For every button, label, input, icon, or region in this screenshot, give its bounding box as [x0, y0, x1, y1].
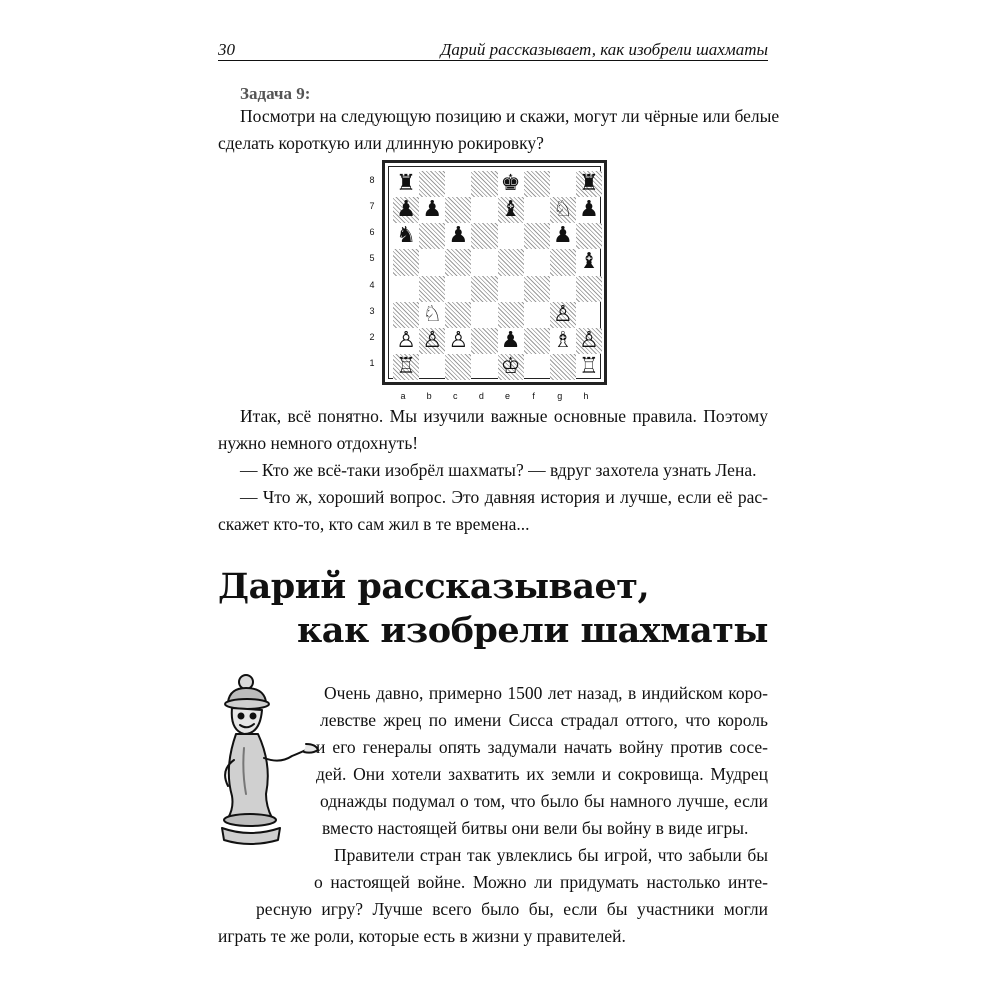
black-pawn-icon: ♟	[500, 327, 521, 353]
square-d4	[471, 276, 497, 302]
square-a3	[393, 302, 419, 328]
square-c8	[445, 171, 471, 197]
square-c7	[445, 197, 471, 223]
square-f7	[524, 197, 550, 223]
square-a8	[393, 171, 419, 197]
square-f8	[524, 171, 550, 197]
rank-label: 8	[369, 175, 375, 186]
square-d7	[471, 197, 497, 223]
white-bishop-icon: ♗	[552, 327, 573, 353]
square-h7	[576, 197, 602, 223]
square-b6	[419, 223, 445, 249]
square-b1	[419, 354, 445, 380]
square-d3	[471, 302, 497, 328]
square-a1	[393, 354, 419, 380]
square-a4	[393, 276, 419, 302]
square-a7	[393, 197, 419, 223]
square-c2	[445, 328, 471, 354]
file-label: g	[557, 391, 563, 401]
white-knight-icon: ♘	[552, 197, 573, 223]
file-label: e	[504, 391, 510, 401]
square-g3	[550, 302, 576, 328]
square-d5	[471, 249, 497, 275]
file-label: b	[426, 391, 432, 401]
story-line: и его генералы опять задумали начать войну против сосе-	[316, 737, 768, 757]
white-pawn-icon: ♙	[448, 327, 469, 353]
square-e6	[498, 223, 524, 249]
chess-diagram	[365, 157, 607, 405]
square-b8	[419, 171, 445, 197]
story-line: однажды подумал о том, что было бы намного лучше, если	[320, 791, 768, 811]
dialogue-line: — Кто же всё-таки изобрёл шахматы? — вдруг захотела узнать Лена.	[240, 460, 757, 480]
white-pawn-icon: ♙	[552, 301, 573, 327]
dialogue	[218, 457, 768, 538]
chess-board	[393, 171, 602, 380]
square-f3	[524, 302, 550, 328]
rank-label: 3	[369, 305, 375, 316]
square-g7	[550, 197, 576, 223]
square-e3	[498, 302, 524, 328]
square-f5	[524, 249, 550, 275]
black-pawn-icon: ♟	[396, 197, 416, 223]
black-rook-icon: ♜	[579, 171, 599, 197]
square-g8	[550, 171, 576, 197]
square-a5	[393, 249, 419, 275]
file-label: d	[478, 391, 484, 401]
square-g5	[550, 249, 576, 275]
square-h6	[576, 223, 602, 249]
white-pawn-icon: ♙	[422, 327, 443, 353]
white-knight-icon: ♘	[422, 301, 443, 327]
square-f6	[524, 223, 550, 249]
rank-label: 6	[369, 227, 375, 238]
white-pawn-icon: ♙	[396, 327, 416, 353]
square-a2	[393, 328, 419, 354]
page-number: 30	[218, 40, 235, 59]
white-rook-icon: ♖	[579, 353, 599, 379]
chess-board-frame	[382, 160, 607, 385]
file-label: h	[583, 391, 589, 401]
black-rook-icon: ♜	[396, 171, 416, 197]
rank-label: 4	[369, 279, 375, 290]
dialogue-line: — Что ж, хороший вопрос. Это давняя история и лучше, если её рас-	[240, 487, 768, 507]
story-line: ресную игру? Лучше всего было бы, если бы участники могли	[256, 899, 768, 919]
square-h4	[576, 276, 602, 302]
black-pawn-icon: ♟	[579, 197, 599, 223]
black-pawn-icon: ♟	[552, 223, 573, 249]
square-e7	[498, 197, 524, 223]
square-c3	[445, 302, 471, 328]
white-rook-icon: ♖	[396, 353, 416, 379]
square-e4	[498, 276, 524, 302]
file-label: a	[400, 391, 406, 401]
square-c1	[445, 354, 471, 380]
square-e8	[498, 171, 524, 197]
white-pawn-icon: ♙	[579, 327, 599, 353]
square-b4	[419, 276, 445, 302]
header-rule	[218, 60, 768, 61]
rank-label: 7	[369, 201, 375, 212]
square-b7	[419, 197, 445, 223]
running-title: Дарий рассказывает, как изобрели шахматы	[440, 40, 768, 59]
square-h5	[576, 249, 602, 275]
paragraph-summary	[218, 403, 768, 457]
black-king-icon: ♚	[500, 171, 521, 197]
square-c5	[445, 249, 471, 275]
black-knight-icon: ♞	[396, 223, 416, 249]
square-b5	[419, 249, 445, 275]
dialogue-line: скажет кто-то, кто сам жил в те времена...	[218, 514, 530, 534]
square-h3	[576, 302, 602, 328]
square-b2	[419, 328, 445, 354]
paragraph-line: нужно немного отдохнуть!	[218, 433, 419, 453]
black-bishop-icon: ♝	[579, 249, 599, 275]
square-c4	[445, 276, 471, 302]
story-line: дей. Они хотели захватить их земли и сокровища. Мудрец	[316, 764, 768, 784]
square-f4	[524, 276, 550, 302]
story-line: левстве жрец по имени Сисса страдал оттого, что король	[320, 710, 768, 730]
square-a6	[393, 223, 419, 249]
square-d2	[471, 328, 497, 354]
square-e5	[498, 249, 524, 275]
rank-label: 2	[369, 331, 375, 342]
story-line: о настоящей войне. Можно ли придумать настолько инте-	[314, 872, 768, 892]
square-d1	[471, 354, 497, 380]
file-label: c	[453, 391, 458, 401]
square-g6	[550, 223, 576, 249]
story-line: Правители стран так увлеклись бы игрой, что забыли бы	[334, 845, 768, 865]
story-line: играть те же роли, которые есть в жизни у правителей.	[218, 926, 626, 946]
paragraph-line: Итак, всё понятно. Мы изучили важные основные правила. Поэтому	[240, 406, 768, 426]
task-question-line: Посмотри на следующую позицию и скажи, могут ли чёрные или белые	[240, 106, 780, 126]
square-d6	[471, 223, 497, 249]
square-h1	[576, 354, 602, 380]
square-b3	[419, 302, 445, 328]
chapter-title-line1: Дарий рассказывает,	[218, 566, 650, 607]
white-king-icon: ♔	[500, 353, 521, 379]
square-g4	[550, 276, 576, 302]
square-c6	[445, 223, 471, 249]
task-question	[218, 103, 780, 157]
square-f1	[524, 354, 550, 380]
square-f2	[524, 328, 550, 354]
task-label: Задача 9:	[240, 84, 311, 103]
square-e1	[498, 354, 524, 380]
black-pawn-icon: ♟	[422, 197, 443, 223]
file-label: f	[532, 391, 535, 401]
square-h8	[576, 171, 602, 197]
square-g2	[550, 328, 576, 354]
story-line: Очень давно, примерно 1500 лет назад, в индийском коро-	[324, 683, 768, 703]
black-pawn-icon: ♟	[448, 223, 469, 249]
square-d8	[471, 171, 497, 197]
story-line: вместо настоящей битвы они вели бы войну в виде игры.	[322, 818, 749, 838]
square-e2	[498, 328, 524, 354]
chapter-title-line2: как изобрели шахматы	[297, 610, 768, 651]
square-h2	[576, 328, 602, 354]
task-question-line: сделать короткую или длинную рокировку?	[218, 133, 544, 153]
square-g1	[550, 354, 576, 380]
story-paragraph	[218, 680, 768, 950]
rank-label: 5	[369, 253, 375, 264]
black-bishop-icon: ♝	[500, 197, 521, 223]
rank-label: 1	[369, 357, 375, 368]
